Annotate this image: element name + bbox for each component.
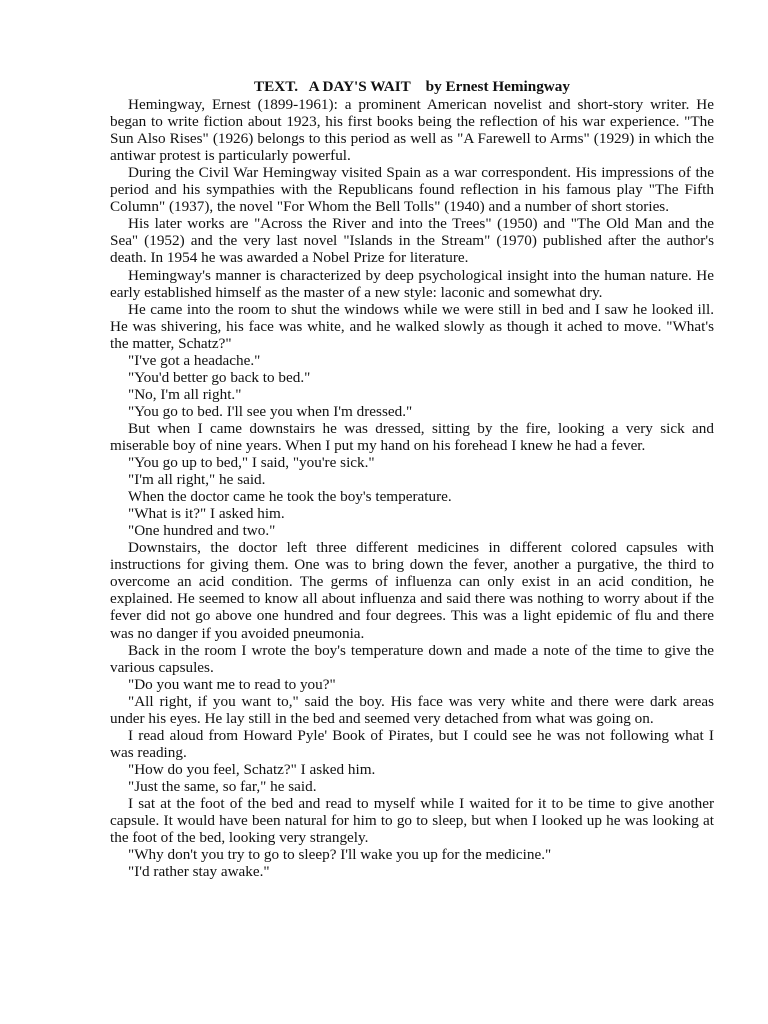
paragraph: During the Civil War Hemingway visited Spain as a war correspondent. His impressions of the period and his sympathies with the Republicans found reflection in his famous play "The Fifth Column" (1937), the novel "For Whom the Bell Tolls" (1940) and a number of short stories.: [110, 164, 714, 216]
paragraph: "All right, if you want to," said the boy. His face was very white and there were dark areas under his eyes. He lay still in the bed and seemed very detached from what was going on.: [110, 692, 714, 727]
paragraph: "I'm all right," he said.: [128, 471, 266, 489]
paragraph: He came into the room to shut the windows while we were still in bed and I saw he looked ill. He was shivering, his face was white, and he walked slowly as though it ached to move. "What's the matter, Schatz?": [110, 300, 714, 352]
paragraph: Back in the room I wrote the boy's temperature down and made a note of the time to give the various capsules.: [110, 641, 714, 676]
paragraph: "You'd better go back to bed.": [128, 368, 311, 386]
paragraph: "How do you feel, Schatz?" I asked him.: [128, 760, 376, 778]
paragraph: "No, I'm all right.": [128, 385, 242, 403]
paragraph: Downstairs, the doctor left three different medicines in different colored capsules with instructions for giving them. One was to bring down the fever, another a purgative, the third to overcome an acid condition. The germs of influenza can only exist in an acid condition, he explained. He seemed to know all about influenza and said there was nothing to worry about if the fever did not go above one hundred and four degrees. This was a light epidemic of flu and there was no danger if you avoided pneumonia.: [110, 539, 714, 642]
paragraph: "You go up to bed," I said, "you're sick.": [128, 454, 375, 472]
paragraph: "Just the same, so far," he said.: [128, 777, 317, 795]
paragraph: Hemingway, Ernest (1899-1961): a prominent American novelist and short-story writer. He began to write fiction about 1923, his first books being the reflection of his war experience. "The Sun Also Rises" (1926) belongs to this period as well as "A Farewell to Arms" (1929) in which the antiwar protest is particularly powerful.: [110, 96, 714, 165]
paragraph: "One hundred and two.": [128, 522, 276, 540]
paragraph: "I'd rather stay awake.": [128, 863, 270, 881]
paragraph: "Why don't you try to go to sleep? I'll wake you up for the medicine.": [128, 846, 552, 864]
paragraph: "What is it?" I asked him.: [128, 505, 285, 523]
document-page: [110, 78, 714, 880]
paragraph: "I've got a headache.": [128, 351, 261, 369]
paragraph: Hemingway's manner is characterized by deep psychological insight into the human nature. He early established himself as the master of a new style: laconic and somewhat dry.: [110, 266, 714, 301]
document-title: TEXT. A DAY'S WAIT by Ernest Hemingway: [254, 78, 570, 95]
paragraph: I sat at the foot of the bed and read to myself while I waited for it to be time to give another capsule. It would have been natural for him to go to sleep, but when I looked up he was looking at the foot of the bed, looking very strangely.: [110, 794, 714, 847]
paragraph: But when I came downstairs he was dressed, sitting by the fire, looking a very sick and miserable boy of nine years. When I put my hand on his forehead I knew he had a fever.: [110, 419, 714, 454]
paragraph: "Do you want me to read to you?": [128, 675, 336, 693]
paragraph: When the doctor came he took the boy's temperature.: [128, 488, 452, 506]
paragraph: I read aloud from Howard Pyle' Book of Pirates, but I could see he was not following what I was reading.: [110, 726, 714, 761]
paragraph: His later works are "Across the River and into the Trees" (1950) and "The Old Man and the Sea" (1952) and the very last novel "Islands in the Stream" (1970) published after the author's death. In 1954 he was awarded a Nobel Prize for literature.: [110, 215, 714, 267]
paragraph: "You go to bed. I'll see you when I'm dressed.": [128, 402, 413, 420]
